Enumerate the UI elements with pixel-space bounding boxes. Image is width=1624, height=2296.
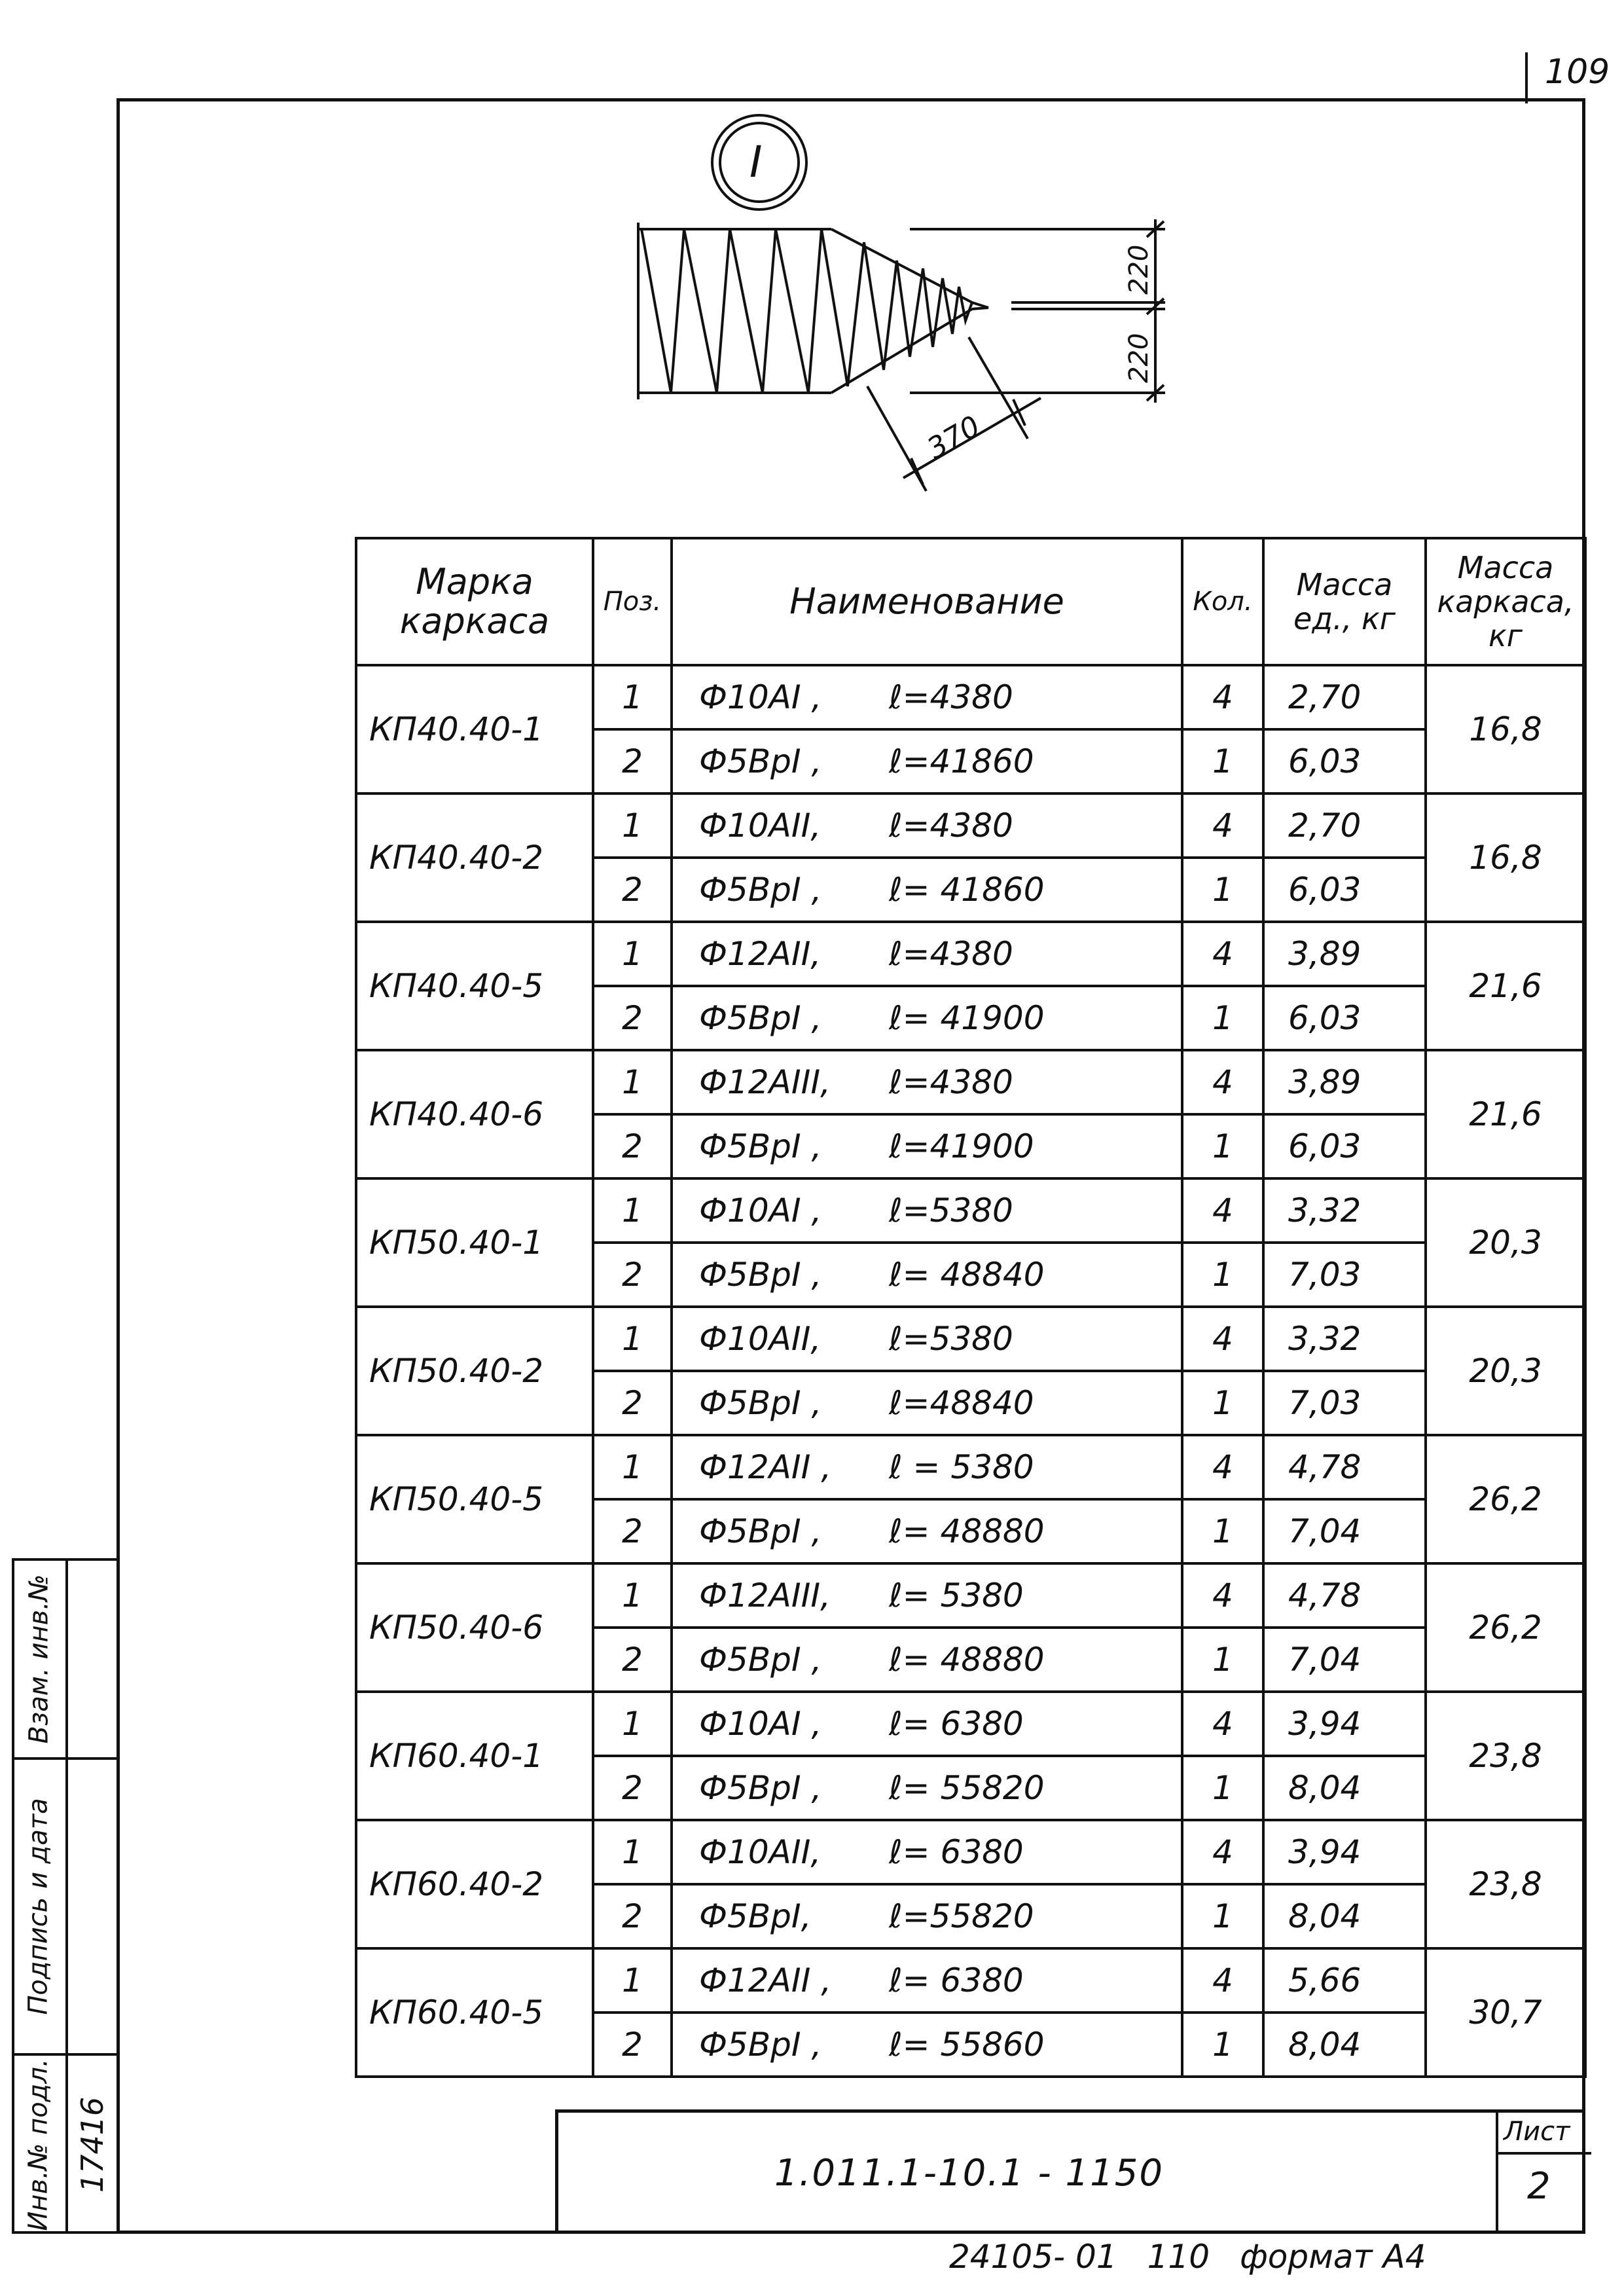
specification-table [355,537,1587,2078]
cell-name [672,1884,1182,1948]
cell-length: ℓ=4380 [889,678,1013,716]
dim-ext-left [867,386,926,491]
cell-pos: 1 [593,1435,672,1499]
table-row [356,793,1585,858]
cell-mark: КП40.40-6 [356,1050,593,1178]
cell-unit-mass: 3,32 [1263,1178,1426,1243]
cell-pos: 1 [593,793,672,858]
cell-pos: 1 [593,1820,672,1884]
cell-name [672,1948,1182,2013]
cell-total-mass: 26,2 [1426,1435,1585,1563]
cell-unit-mass: 2,70 [1263,665,1426,729]
cell-bar: Ф12АII, [699,935,821,973]
cell-unit-mass: 4,78 [1263,1435,1426,1499]
cell-qty: 4 [1182,1948,1263,2013]
cell-pos: 2 [593,729,672,793]
cell-length: ℓ=48840 [889,1384,1034,1422]
cell-name [672,793,1182,858]
cell-name [672,1499,1182,1563]
cell-unit-mass: 5,66 [1263,1948,1426,2013]
cell-unit-mass: 8,04 [1263,2013,1426,2077]
header-unit-mass [1263,538,1426,665]
cell-qty: 1 [1182,1756,1263,1820]
cell-unit-mass: 4,78 [1263,1563,1426,1628]
cell-unit-mass: 3,89 [1263,1050,1426,1114]
sheet-separator [1498,2152,1591,2155]
header-mark-line1: Марка [416,561,533,602]
cell-total-mass: 21,6 [1426,1050,1585,1178]
cell-bar: Ф10АI , [699,1192,822,1230]
document-code: 1.011.1-10.1 - 1150 [774,2152,1164,2195]
cell-length: ℓ=4380 [889,935,1013,973]
header-total-mass [1426,538,1585,665]
cell-pos: 1 [593,1050,672,1114]
table-row [356,1692,1585,1756]
table-row [356,1050,1585,1114]
cell-qty: 4 [1182,1692,1263,1756]
cell-mark: КП40.40-2 [356,793,593,922]
dim-length: 370 [922,409,986,466]
cell-qty: 4 [1182,665,1263,729]
cell-unit-mass: 6,03 [1263,729,1426,793]
table-row [356,1178,1585,1243]
table-row [356,1820,1585,1884]
cell-length: ℓ=4380 [889,807,1013,845]
cell-pos: 1 [593,665,672,729]
cell-length: ℓ= 41860 [889,871,1045,909]
cell-qty: 1 [1182,1499,1263,1563]
cell-length: ℓ= 55820 [889,1769,1045,1807]
cell-mark: КП50.40-1 [356,1178,593,1307]
header-name: Наименование [672,538,1182,665]
cell-unit-mass: 7,03 [1263,1371,1426,1435]
table-row [356,665,1585,729]
cell-name [672,1371,1182,1435]
table-header-row [356,538,1585,665]
cell-qty: 1 [1182,1628,1263,1692]
cell-bar: Ф5ВрI , [699,2026,822,2064]
strip-label-inv-orig: Инв.№ подл. [24,2058,54,2231]
cell-pos: 2 [593,1114,672,1178]
cell-qty: 4 [1182,1178,1263,1243]
footer [949,2238,1456,2276]
cell-pos: 2 [593,1756,672,1820]
page-number: 109 [1545,52,1610,92]
strip-cell-inv-orig [14,2056,117,2234]
cell-bar: Ф5ВрI , [699,1384,822,1422]
cell-name [672,1307,1182,1371]
cell-unit-mass: 2,70 [1263,793,1426,858]
cell-bar: Ф10АI , [699,678,822,716]
cell-pos: 1 [593,1307,672,1371]
cell-qty: 4 [1182,1435,1263,1499]
cell-bar: Ф5ВрI, [699,1897,812,1935]
table-row [356,1435,1585,1499]
cell-total-mass: 16,8 [1426,793,1585,922]
cell-bar: Ф12АII , [699,1448,832,1486]
cell-unit-mass: 6,03 [1263,858,1426,922]
cell-length: ℓ = 5380 [889,1448,1034,1486]
cell-name [672,922,1182,986]
table-row [356,1307,1585,1371]
header-unit-mass-line2: ед., кг [1293,601,1396,636]
cell-name [672,729,1182,793]
cell-length: ℓ=4380 [889,1063,1013,1101]
cell-name [672,1820,1182,1884]
cell-pos: 1 [593,1948,672,2013]
cell-name [672,1050,1182,1114]
footer-order: 24105- 01 [949,2238,1117,2276]
dim-upper: 220 [1124,244,1154,295]
cell-unit-mass: 8,04 [1263,1756,1426,1820]
table-body [356,665,1585,2077]
cell-bar: Ф12АIII, [699,1063,831,1101]
cell-bar: Ф12АII , [699,1961,832,1999]
cell-bar: Ф10АII, [699,807,821,845]
cell-mark: КП40.40-1 [356,665,593,793]
cell-qty: 4 [1182,1050,1263,1114]
cell-pos: 2 [593,1499,672,1563]
cell-qty: 4 [1182,1563,1263,1628]
cell-name [672,1756,1182,1820]
cell-length: ℓ= 6380 [889,1833,1024,1871]
cell-total-mass: 23,8 [1426,1692,1585,1820]
cell-bar: Ф10АII, [699,1833,821,1871]
cell-unit-mass: 3,94 [1263,1692,1426,1756]
cell-bar: Ф5ВрI , [699,999,822,1037]
footer-page: 110 [1147,2238,1210,2276]
cell-unit-mass: 3,32 [1263,1307,1426,1371]
cell-length: ℓ= 55860 [889,2026,1045,2064]
cell-length: ℓ=41900 [889,1127,1034,1165]
header-mark [356,538,593,665]
spiral-wire [641,229,972,393]
cell-bar: Ф5ВрI , [699,1769,822,1807]
sheet-box [1496,2113,1589,2234]
cell-total-mass: 30,7 [1426,1948,1585,2077]
sheet-number: 2 [1527,2165,1551,2208]
cell-length: ℓ=5380 [889,1320,1013,1358]
cell-pos: 2 [593,1371,672,1435]
strip-label-sign-date: Подпись и дата [24,1798,54,2015]
cell-name [672,665,1182,729]
cell-name [672,2013,1182,2077]
strip-label-replace-inv: Взам. инв.№ [24,1574,54,1744]
table-row [356,922,1585,986]
cell-name [672,1692,1182,1756]
cell-bar: Ф5ВрI , [699,1256,822,1294]
cell-name [672,986,1182,1050]
cell-bar: Ф12АIII, [699,1576,831,1614]
cell-bar: Ф5ВрI , [699,1512,822,1550]
cell-length: ℓ= 6380 [889,1705,1024,1743]
cell-unit-mass: 7,04 [1263,1499,1426,1563]
header-mark-line2: каркаса [399,600,550,642]
cell-length: ℓ= 48880 [889,1641,1045,1679]
cell-pos: 1 [593,1178,672,1243]
cell-total-mass: 20,3 [1426,1307,1585,1435]
cell-mark: КП60.40-2 [356,1820,593,1948]
cell-qty: 4 [1182,1307,1263,1371]
cell-pos: 1 [593,1563,672,1628]
cell-pos: 1 [593,922,672,986]
cell-pos: 1 [593,1692,672,1756]
cell-qty: 1 [1182,986,1263,1050]
cell-qty: 1 [1182,1371,1263,1435]
cell-qty: 1 [1182,858,1263,922]
cell-length: ℓ=5380 [889,1192,1013,1230]
cell-unit-mass: 8,04 [1263,1884,1426,1948]
cell-qty: 4 [1182,793,1263,858]
cell-unit-mass: 3,94 [1263,1820,1426,1884]
cell-pos: 2 [593,2013,672,2077]
cell-length: ℓ= 41900 [889,999,1045,1037]
end-cap-bottom [972,308,988,309]
cell-unit-mass: 7,04 [1263,1628,1426,1692]
header-total-mass-line2: каркаса, [1437,584,1574,619]
title-block [555,2109,1585,2234]
cell-mark: КП40.40-5 [356,922,593,1050]
cell-mark: КП50.40-2 [356,1307,593,1435]
cell-qty: 1 [1182,1114,1263,1178]
cell-bar: Ф5ВрI , [699,1127,822,1165]
cell-length: ℓ= 48840 [889,1256,1045,1294]
cell-bar: Ф5ВрI , [699,871,822,909]
cell-unit-mass: 7,03 [1263,1243,1426,1307]
sheet-label: Лист [1504,2117,1570,2147]
cell-qty: 1 [1182,1884,1263,1948]
cell-pos: 2 [593,986,672,1050]
cell-pos: 2 [593,1243,672,1307]
cell-bar: Ф5ВрI , [699,1641,822,1679]
header-total-mass-line1: Масса [1457,550,1554,585]
cell-length: ℓ=55820 [889,1897,1034,1935]
cell-bar: Ф10АI , [699,1705,822,1743]
cell-mark: КП50.40-5 [356,1435,593,1563]
cell-qty: 1 [1182,729,1263,793]
cell-name [672,1435,1182,1499]
cell-total-mass: 20,3 [1426,1178,1585,1307]
cell-total-mass: 16,8 [1426,665,1585,793]
cell-bar: Ф10АII, [699,1320,821,1358]
table-row [356,1948,1585,2013]
cell-qty: 4 [1182,922,1263,986]
cell-name [672,1114,1182,1178]
cell-qty: 4 [1182,1820,1263,1884]
cell-length: ℓ= 48880 [889,1512,1045,1550]
strip-cell-sign-date [14,1760,117,2056]
cell-length: ℓ= 5380 [889,1576,1024,1614]
cell-name [672,1563,1182,1628]
page-number-rule [1525,52,1528,103]
cell-name [672,1628,1182,1692]
header-unit-mass-line1: Масса [1296,567,1393,602]
cell-total-mass: 23,8 [1426,1820,1585,1948]
header-total-mass-line3: кг [1489,618,1523,653]
cell-length: ℓ= 6380 [889,1961,1024,1999]
cell-pos: 2 [593,858,672,922]
header-qty: Кол. [1182,538,1263,665]
detail-drawing [589,111,1231,517]
cell-mark: КП60.40-1 [356,1692,593,1820]
strip-cell-replace-inv [14,1561,117,1760]
cell-name [672,1243,1182,1307]
footer-format: формат А4 [1240,2238,1426,2276]
dim-lower: 220 [1124,333,1154,383]
cell-qty: 1 [1182,2013,1263,2077]
cell-bar: Ф5ВрI , [699,742,822,780]
cell-mark: КП60.40-5 [356,1948,593,2077]
header-pos: Поз. [593,538,672,665]
cell-name [672,1178,1182,1243]
cell-total-mass: 26,2 [1426,1563,1585,1692]
cell-pos: 2 [593,1628,672,1692]
cell-length: ℓ=41860 [889,742,1034,780]
cell-unit-mass: 6,03 [1263,986,1426,1050]
cell-qty: 1 [1182,1243,1263,1307]
cell-name [672,858,1182,922]
binding-strip [12,1558,117,2234]
detail-marker-label: I [749,137,763,187]
cell-total-mass: 21,6 [1426,922,1585,1050]
cell-unit-mass: 6,03 [1263,1114,1426,1178]
strip-value-inv-orig: 17416 [75,2096,110,2193]
cell-unit-mass: 3,89 [1263,922,1426,986]
cell-mark: КП50.40-6 [356,1563,593,1692]
cell-pos: 2 [593,1884,672,1948]
table-row [356,1563,1585,1628]
